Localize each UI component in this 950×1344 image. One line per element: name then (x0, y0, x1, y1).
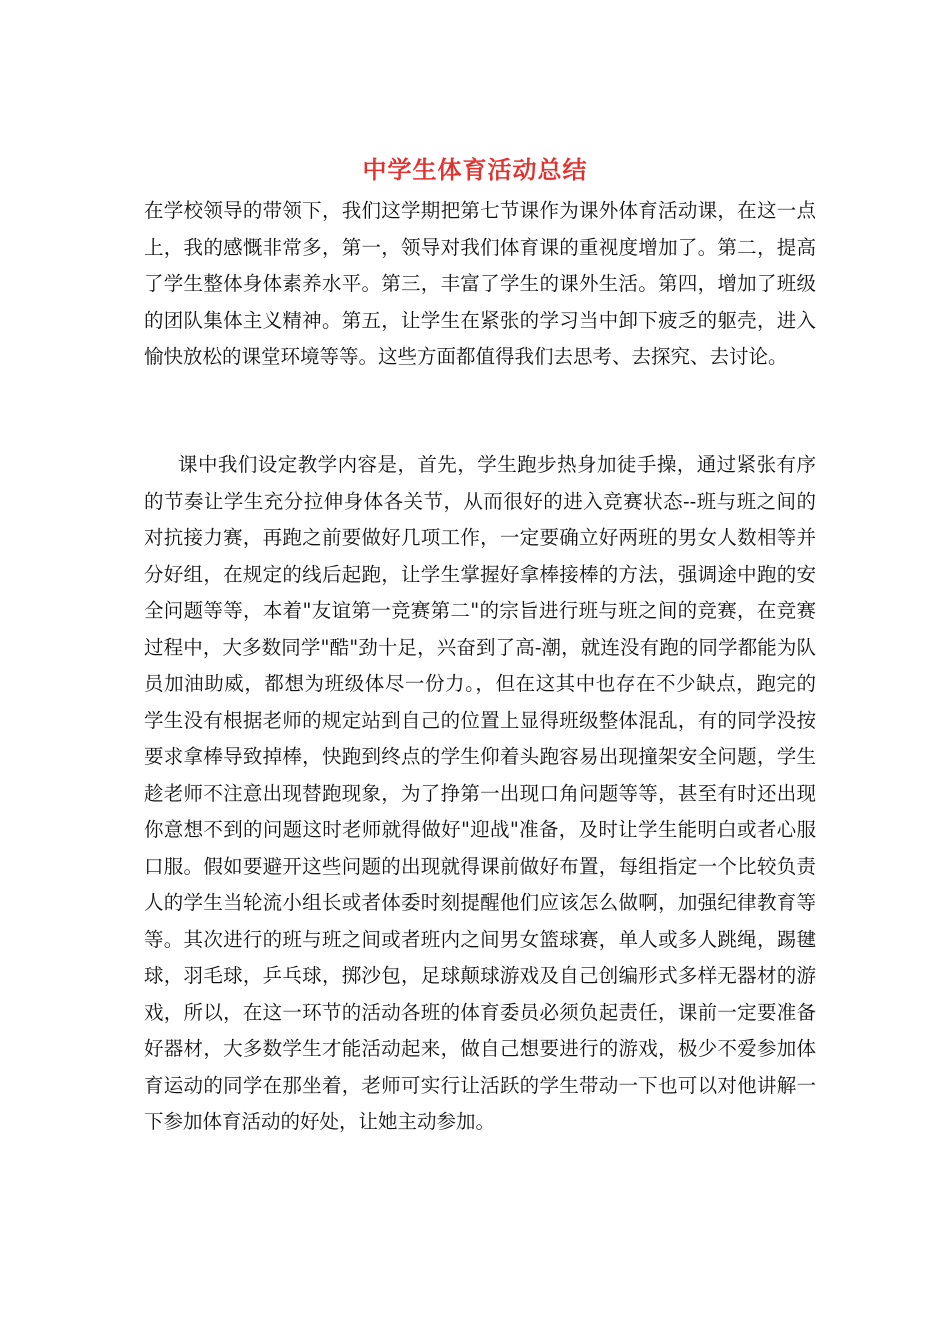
document-title: 中学生体育活动总结 (362, 155, 588, 184)
paragraph-intro: 在学校领导的带领下，我们这学期把第七节课作为课外体育活动课，在这一点上，我的感慨非常多，第一，领导对我们体育课的重视度增加了。第二，提高了学生整体身体素养水平。第三，丰富了学生的课外生活。第四，增加了班级的团队集体主义精神。第五，让学生在紧张的学习当中卸下疲乏的躯壳，进入愉快放松的课堂环境等等。这些方面都值得我们去思考、去探究、去讨论。 (144, 199, 816, 368)
paragraph-course-content: 课中我们设定教学内容是，首先，学生跑步热身加徒手操，通过紧张有序的节奏让学生充分拉伸身体各关节，从而很好的进入竞赛状态--班与班之间的对抗接力赛，再跑之前要做好几项工作，一定要确立好两班的男女人数相等并分好组，在规定的线后起跑，让学生掌握好拿棒接棒的方法，强调途中跑的安全问题等等，本着"友谊第一竞赛第二"的宗旨进行班与班之间的竞赛，在竞赛过程中，大多数同学"酷"劲十足，兴奋到了高-潮，就连没有跑的同学都能为队员加油助威，都想为班级体尽一份力。，但在这其中也存在不少缺点，跑完的学生没有根据老师的规定站到自己的位置上显得班级整体混乱，有的同学没按要求拿棒导致掉棒，快跑到终点的学生仰着头跑容易出现撞架安全问题，学生趁老师不注意出现替跑现象，为了挣第一出现口角问题等等，甚至有时还出现你意想不到的问题这时老师就得做好"迎战"准备，及时让学生能明白或者心服口服。假如要避开这些问题的出现就得课前做好布置，每组指定一个比较负责人的学生当轮流小组长或者体委时刻提醒他们应该怎么做啊，加强纪律教育等等。其次进行的班与班之间或者班内之间男女篮球赛，单人或多人跳绳，踢毽球，羽毛球，乒乓球，掷沙包，足球颠球游戏及自己创编形式多样无器材的游戏，所以，在这一环节的活动各班的体育委员必须负起责任，课前一定要准备好器材，大多数学生才能活动起来，做自己想要进行的游戏，极少不爱参加体育运动的同学在那坐着，老师可实行让活跃的学生带动一下也可以对他讲解一下参加体育活动的好处，让她主动参加。 (144, 453, 816, 1133)
